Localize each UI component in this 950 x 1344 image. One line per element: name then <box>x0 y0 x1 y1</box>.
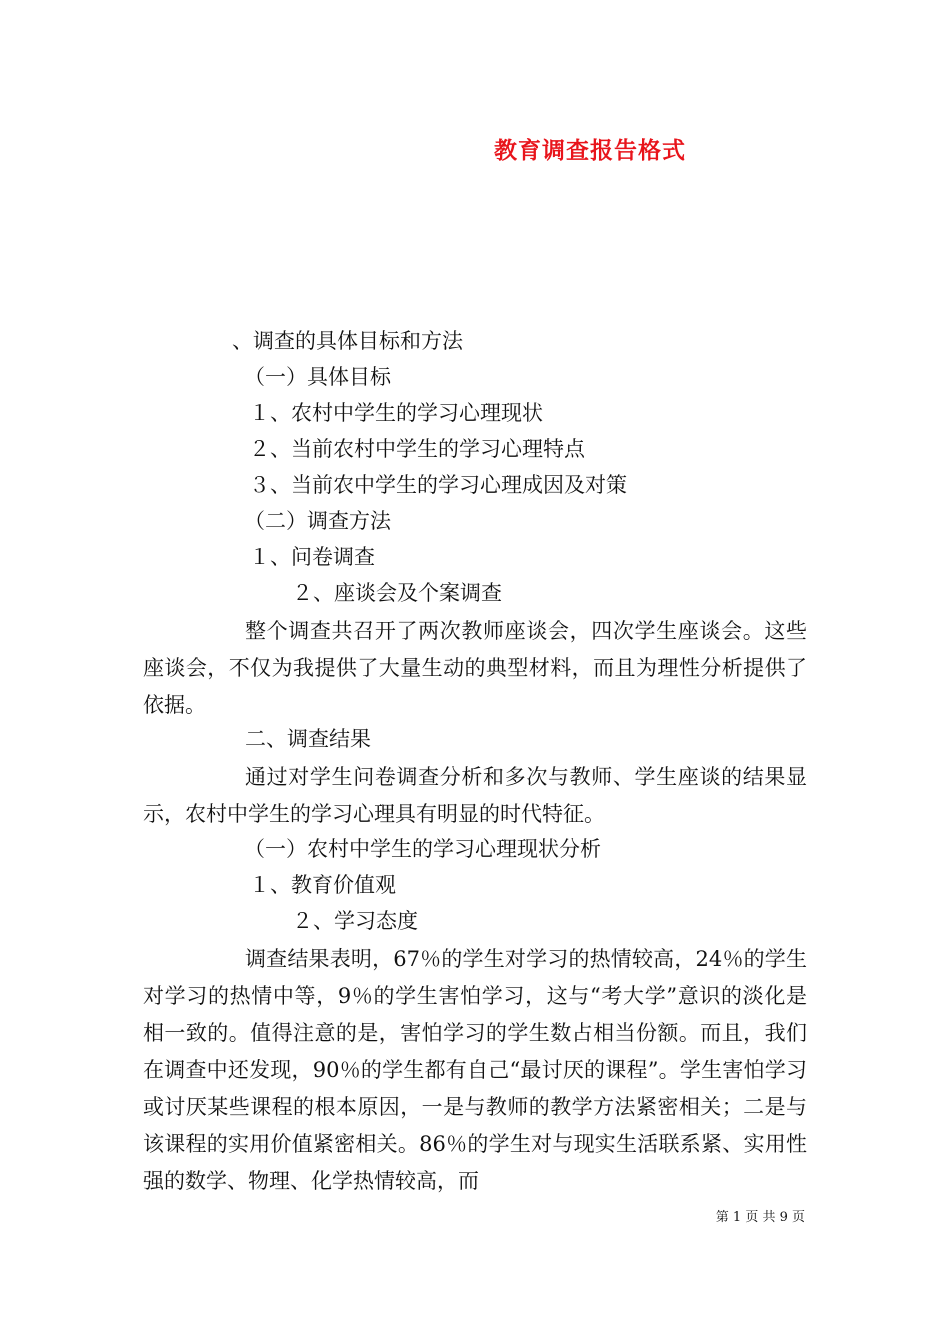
subsection-heading: （一）具体目标 <box>244 365 391 389</box>
body-paragraph: 整个调查共召开了两次教师座谈会，四次学生座谈会。这些座谈会，不仅为我提供了大量生动的典型材料，而且为理性分析提供了依据。 <box>143 619 807 717</box>
section-heading-2: 二、调查结果 <box>245 727 371 751</box>
list-item: ２、学习态度 <box>292 909 418 933</box>
list-item: ２、当前农村中学生的学习心理特点 <box>249 437 585 461</box>
section-heading-1: 、调查的具体目标和方法 <box>232 329 463 353</box>
list-item: １、教育价值观 <box>249 873 396 897</box>
list-item: ３、当前农中学生的学习心理成因及对策 <box>249 473 627 497</box>
subsection-heading: （一）农村中学生的学习心理现状分析 <box>244 837 601 861</box>
list-item: １、农村中学生的学习心理现状 <box>249 401 543 425</box>
body-paragraph: 调查结果表明，67％的学生对学习的热情较高，24％的学生对学习的热情中等，9％的学生害怕学习，这与“考大学”意识的淡化是相一致的。值得注意的是，害怕学习的学生数占相当份额。而且，我们在调查中还发现，90％的学生都有自己“最讨厌的课程”。学生害怕学习或讨厌某些课程的根本原因，一是与教师的教学方法紧密相关；二是与该课程的实用价值紧密相关。86％的学生对与现实生活联系紧、实用性强的数学、物理、化学热情较高，而 <box>143 947 807 1193</box>
document-title: 教育调查报告格式 <box>494 137 686 164</box>
list-item: １、问卷调查 <box>249 545 375 569</box>
page-number: 第 1 页 共 9 页 <box>715 1210 805 1225</box>
subsection-heading: （二）调查方法 <box>244 509 391 533</box>
list-item: ２、座谈会及个案调查 <box>292 581 502 605</box>
body-paragraph: 通过对学生问卷调查分析和多次与教师、学生座谈的结果显示，农村中学生的学习心理具有明显的时代特征。 <box>143 765 807 826</box>
